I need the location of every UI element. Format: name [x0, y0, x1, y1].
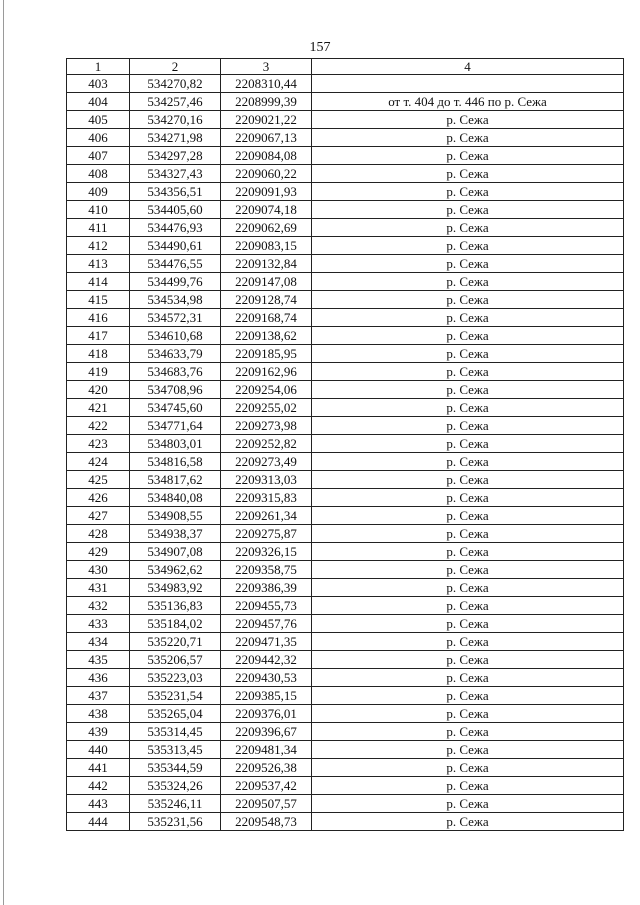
table-row — [67, 669, 624, 687]
description-cell: р. Сежа — [312, 651, 624, 669]
point-number-cell: 430 — [67, 561, 130, 579]
table-row — [67, 615, 624, 633]
description-cell: р. Сежа — [312, 201, 624, 219]
x-coordinate-cell: 534840,08 — [130, 489, 221, 507]
table-row — [67, 507, 624, 525]
table-row — [67, 579, 624, 597]
column-header-y-coordinate: 3 — [221, 59, 312, 75]
x-coordinate-cell: 534271,98 — [130, 129, 221, 147]
point-number-cell: 415 — [67, 291, 130, 309]
point-number-cell: 422 — [67, 417, 130, 435]
description-cell: р. Сежа — [312, 669, 624, 687]
x-coordinate-cell: 535265,04 — [130, 705, 221, 723]
description-cell: р. Сежа — [312, 255, 624, 273]
x-coordinate-cell: 534983,92 — [130, 579, 221, 597]
point-number-cell: 424 — [67, 453, 130, 471]
x-coordinate-cell: 535223,03 — [130, 669, 221, 687]
point-number-cell: 436 — [67, 669, 130, 687]
y-coordinate-cell: 2209083,15 — [221, 237, 312, 255]
point-number-cell: 426 — [67, 489, 130, 507]
x-coordinate-cell: 534683,76 — [130, 363, 221, 381]
table-row — [67, 687, 624, 705]
y-coordinate-cell: 2209261,34 — [221, 507, 312, 525]
x-coordinate-cell: 534633,79 — [130, 345, 221, 363]
y-coordinate-cell: 2209273,98 — [221, 417, 312, 435]
x-coordinate-cell: 535324,26 — [130, 777, 221, 795]
point-number-cell: 429 — [67, 543, 130, 561]
y-coordinate-cell: 2209526,38 — [221, 759, 312, 777]
point-number-cell: 439 — [67, 723, 130, 741]
description-cell: р. Сежа — [312, 741, 624, 759]
table-row — [67, 147, 624, 165]
y-coordinate-cell: 2208310,44 — [221, 75, 312, 93]
x-coordinate-cell: 535220,71 — [130, 633, 221, 651]
table-row — [67, 345, 624, 363]
y-coordinate-cell: 2209060,22 — [221, 165, 312, 183]
point-number-cell: 442 — [67, 777, 130, 795]
point-number-cell: 435 — [67, 651, 130, 669]
description-cell: р. Сежа — [312, 813, 624, 831]
point-number-cell: 438 — [67, 705, 130, 723]
table-header — [67, 59, 624, 75]
description-cell: р. Сежа — [312, 489, 624, 507]
y-coordinate-cell: 2209252,82 — [221, 435, 312, 453]
table-row — [67, 489, 624, 507]
y-coordinate-cell: 2209168,74 — [221, 309, 312, 327]
y-coordinate-cell: 2209386,39 — [221, 579, 312, 597]
table-row — [67, 723, 624, 741]
table-row — [67, 561, 624, 579]
table-body — [67, 75, 624, 831]
point-number-cell: 410 — [67, 201, 130, 219]
point-number-cell: 414 — [67, 273, 130, 291]
y-coordinate-cell: 2209074,18 — [221, 201, 312, 219]
table-row — [67, 525, 624, 543]
description-cell: р. Сежа — [312, 723, 624, 741]
y-coordinate-cell: 2209255,02 — [221, 399, 312, 417]
table-row — [67, 309, 624, 327]
description-cell: р. Сежа — [312, 507, 624, 525]
x-coordinate-cell: 534962,62 — [130, 561, 221, 579]
table-row — [67, 597, 624, 615]
point-number-cell: 417 — [67, 327, 130, 345]
y-coordinate-cell: 2209376,01 — [221, 705, 312, 723]
x-coordinate-cell: 535344,59 — [130, 759, 221, 777]
description-cell: р. Сежа — [312, 345, 624, 363]
point-number-cell: 443 — [67, 795, 130, 813]
point-number-cell: 428 — [67, 525, 130, 543]
y-coordinate-cell: 2209507,57 — [221, 795, 312, 813]
y-coordinate-cell: 2209442,32 — [221, 651, 312, 669]
point-number-cell: 441 — [67, 759, 130, 777]
y-coordinate-cell: 2209138,62 — [221, 327, 312, 345]
x-coordinate-cell: 535314,45 — [130, 723, 221, 741]
description-cell: р. Сежа — [312, 291, 624, 309]
y-coordinate-cell: 2209315,83 — [221, 489, 312, 507]
x-coordinate-cell: 534908,55 — [130, 507, 221, 525]
table-row — [67, 129, 624, 147]
y-coordinate-cell: 2209481,34 — [221, 741, 312, 759]
x-coordinate-cell: 534816,58 — [130, 453, 221, 471]
point-number-cell: 434 — [67, 633, 130, 651]
x-coordinate-cell: 534534,98 — [130, 291, 221, 309]
y-coordinate-cell: 2209326,15 — [221, 543, 312, 561]
table-row — [67, 237, 624, 255]
description-cell — [312, 75, 624, 93]
description-cell: р. Сежа — [312, 273, 624, 291]
description-cell: р. Сежа — [312, 795, 624, 813]
x-coordinate-cell: 534356,51 — [130, 183, 221, 201]
y-coordinate-cell: 2209537,42 — [221, 777, 312, 795]
y-coordinate-cell: 2209132,84 — [221, 255, 312, 273]
point-number-cell: 433 — [67, 615, 130, 633]
y-coordinate-cell: 2209091,93 — [221, 183, 312, 201]
table-row — [67, 381, 624, 399]
page-number: 157 — [309, 40, 331, 55]
point-number-cell: 411 — [67, 219, 130, 237]
table-row — [67, 165, 624, 183]
x-coordinate-cell: 534610,68 — [130, 327, 221, 345]
y-coordinate-cell: 2209385,15 — [221, 687, 312, 705]
description-cell: р. Сежа — [312, 363, 624, 381]
x-coordinate-cell: 534297,28 — [130, 147, 221, 165]
table-header-row — [67, 59, 624, 75]
table-row — [67, 255, 624, 273]
description-cell: р. Сежа — [312, 615, 624, 633]
x-coordinate-cell: 534270,16 — [130, 111, 221, 129]
x-coordinate-cell: 535206,57 — [130, 651, 221, 669]
point-number-cell: 420 — [67, 381, 130, 399]
point-number-cell: 405 — [67, 111, 130, 129]
y-coordinate-cell: 2209275,87 — [221, 525, 312, 543]
x-coordinate-cell: 534938,37 — [130, 525, 221, 543]
point-number-cell: 416 — [67, 309, 130, 327]
description-cell: р. Сежа — [312, 777, 624, 795]
y-coordinate-cell: 2209128,74 — [221, 291, 312, 309]
description-cell: от т. 404 до т. 446 по р. Сежа — [312, 93, 624, 111]
x-coordinate-cell: 535136,83 — [130, 597, 221, 615]
x-coordinate-cell: 534771,64 — [130, 417, 221, 435]
description-cell: р. Сежа — [312, 309, 624, 327]
y-coordinate-cell: 2209548,73 — [221, 813, 312, 831]
description-cell: р. Сежа — [312, 543, 624, 561]
description-cell: р. Сежа — [312, 417, 624, 435]
y-coordinate-cell: 2208999,39 — [221, 93, 312, 111]
scan-margin-line — [3, 0, 4, 905]
description-cell: р. Сежа — [312, 471, 624, 489]
description-cell: р. Сежа — [312, 381, 624, 399]
table-row — [67, 795, 624, 813]
y-coordinate-cell: 2209430,53 — [221, 669, 312, 687]
point-number-cell: 403 — [67, 75, 130, 93]
table-row — [67, 291, 624, 309]
point-number-cell: 437 — [67, 687, 130, 705]
table-row — [67, 759, 624, 777]
y-coordinate-cell: 2209062,69 — [221, 219, 312, 237]
point-number-cell: 425 — [67, 471, 130, 489]
point-number-cell: 423 — [67, 435, 130, 453]
point-number-cell: 407 — [67, 147, 130, 165]
description-cell: р. Сежа — [312, 525, 624, 543]
column-header-point-number: 1 — [67, 59, 130, 75]
x-coordinate-cell: 534572,31 — [130, 309, 221, 327]
description-cell: р. Сежа — [312, 435, 624, 453]
y-coordinate-cell: 2209254,06 — [221, 381, 312, 399]
table-row — [67, 705, 624, 723]
point-number-cell: 404 — [67, 93, 130, 111]
point-number-cell: 440 — [67, 741, 130, 759]
description-cell: р. Сежа — [312, 453, 624, 471]
table-row — [67, 471, 624, 489]
table-row — [67, 453, 624, 471]
description-cell: р. Сежа — [312, 759, 624, 777]
table-row — [67, 327, 624, 345]
x-coordinate-cell: 534745,60 — [130, 399, 221, 417]
table-row — [67, 435, 624, 453]
y-coordinate-cell: 2209084,08 — [221, 147, 312, 165]
description-cell: р. Сежа — [312, 183, 624, 201]
y-coordinate-cell: 2209147,08 — [221, 273, 312, 291]
description-cell: р. Сежа — [312, 165, 624, 183]
y-coordinate-cell: 2209358,75 — [221, 561, 312, 579]
table-row — [67, 273, 624, 291]
x-coordinate-cell: 535231,54 — [130, 687, 221, 705]
x-coordinate-cell: 535231,56 — [130, 813, 221, 831]
table-row — [67, 651, 624, 669]
description-cell: р. Сежа — [312, 327, 624, 345]
x-coordinate-cell: 534257,46 — [130, 93, 221, 111]
description-cell: р. Сежа — [312, 579, 624, 597]
description-cell: р. Сежа — [312, 129, 624, 147]
y-coordinate-cell: 2209471,35 — [221, 633, 312, 651]
x-coordinate-cell: 534708,96 — [130, 381, 221, 399]
point-number-cell: 412 — [67, 237, 130, 255]
x-coordinate-cell: 534490,61 — [130, 237, 221, 255]
table-row — [67, 93, 624, 111]
table-row — [67, 399, 624, 417]
description-cell: р. Сежа — [312, 111, 624, 129]
column-header-description: 4 — [312, 59, 624, 75]
table-row — [67, 543, 624, 561]
point-number-cell: 444 — [67, 813, 130, 831]
x-coordinate-cell: 535313,45 — [130, 741, 221, 759]
x-coordinate-cell: 534907,08 — [130, 543, 221, 561]
y-coordinate-cell: 2209313,03 — [221, 471, 312, 489]
table-row — [67, 201, 624, 219]
x-coordinate-cell: 534499,76 — [130, 273, 221, 291]
point-number-cell: 408 — [67, 165, 130, 183]
x-coordinate-cell: 534405,60 — [130, 201, 221, 219]
description-cell: р. Сежа — [312, 705, 624, 723]
point-number-cell: 418 — [67, 345, 130, 363]
y-coordinate-cell: 2209162,96 — [221, 363, 312, 381]
y-coordinate-cell: 2209457,76 — [221, 615, 312, 633]
description-cell: р. Сежа — [312, 147, 624, 165]
x-coordinate-cell: 535246,11 — [130, 795, 221, 813]
table-row — [67, 813, 624, 831]
description-cell: р. Сежа — [312, 687, 624, 705]
x-coordinate-cell: 534817,62 — [130, 471, 221, 489]
table-row — [67, 741, 624, 759]
x-coordinate-cell: 535184,02 — [130, 615, 221, 633]
description-cell: р. Сежа — [312, 561, 624, 579]
y-coordinate-cell: 2209396,67 — [221, 723, 312, 741]
table-row — [67, 363, 624, 381]
description-cell: р. Сежа — [312, 399, 624, 417]
description-cell: р. Сежа — [312, 633, 624, 651]
y-coordinate-cell: 2209185,95 — [221, 345, 312, 363]
table-row — [67, 75, 624, 93]
table-row — [67, 417, 624, 435]
point-number-cell: 413 — [67, 255, 130, 273]
description-cell: р. Сежа — [312, 219, 624, 237]
point-number-cell: 432 — [67, 597, 130, 615]
x-coordinate-cell: 534803,01 — [130, 435, 221, 453]
table-row — [67, 111, 624, 129]
point-number-cell: 406 — [67, 129, 130, 147]
y-coordinate-cell: 2209067,13 — [221, 129, 312, 147]
y-coordinate-cell: 2209455,73 — [221, 597, 312, 615]
point-number-cell: 431 — [67, 579, 130, 597]
table-row — [67, 183, 624, 201]
table-row — [67, 777, 624, 795]
x-coordinate-cell: 534327,43 — [130, 165, 221, 183]
point-number-cell: 427 — [67, 507, 130, 525]
table-row — [67, 219, 624, 237]
x-coordinate-cell: 534476,93 — [130, 219, 221, 237]
description-cell: р. Сежа — [312, 237, 624, 255]
point-number-cell: 421 — [67, 399, 130, 417]
x-coordinate-cell: 534270,82 — [130, 75, 221, 93]
column-header-x-coordinate: 2 — [130, 59, 221, 75]
y-coordinate-cell: 2209273,49 — [221, 453, 312, 471]
point-number-cell: 419 — [67, 363, 130, 381]
coordinates-table — [66, 58, 624, 831]
description-cell: р. Сежа — [312, 597, 624, 615]
table-row — [67, 633, 624, 651]
point-number-cell: 409 — [67, 183, 130, 201]
y-coordinate-cell: 2209021,22 — [221, 111, 312, 129]
x-coordinate-cell: 534476,55 — [130, 255, 221, 273]
